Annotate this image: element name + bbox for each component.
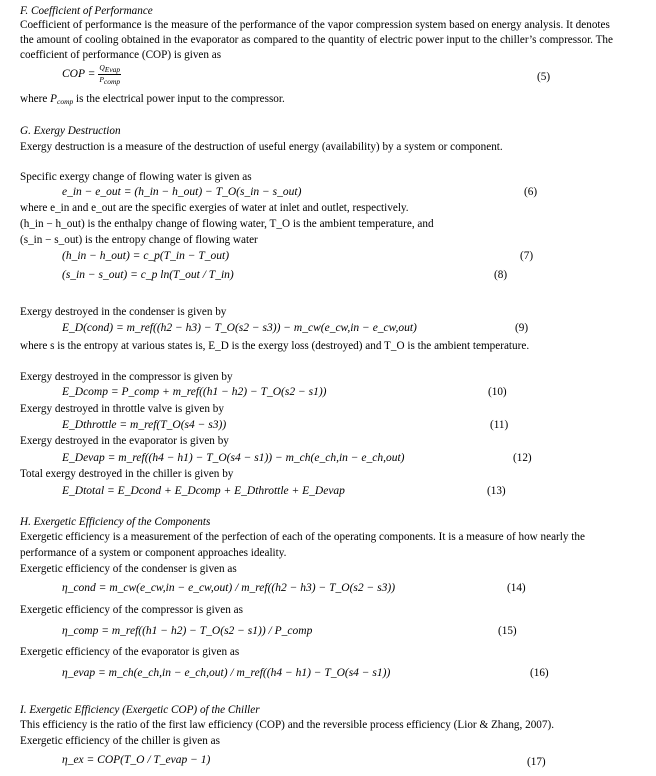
equation-10: E_Dcomp = P_comp + m_ref((h1 − h2) − T_O(s2 − s1))	[62, 386, 327, 398]
equation-15: η_comp = m_ref((h1 − h2) − T_O(s2 − s1)) / P_comp	[62, 625, 313, 637]
equation-number-6: (6)	[524, 186, 538, 198]
paragraph-line: Exergy destruction is a measure of the destruction of useful energy (availability) by a system or component.	[20, 141, 503, 153]
eq5-fraction	[98, 63, 121, 86]
paragraph-line: where s is the entropy at various states is, E_D is the exergy loss (destroyed) and T_O is the ambient temperature.	[20, 340, 530, 352]
equation-number-11: (11)	[490, 419, 509, 431]
paragraph-line: Exergy destroyed in the condenser is given by	[20, 306, 227, 318]
eq5-lhs: COP =	[62, 68, 96, 81]
equation-number-7: (7)	[520, 250, 534, 262]
equation-number-15: (15)	[498, 625, 517, 637]
equation-11: E_Dthrottle = m_ref(T_O(s4 − s3))	[62, 419, 227, 431]
eq5-numerator: Q	[99, 63, 105, 72]
equation-number-13: (13)	[487, 485, 506, 497]
paragraph-line: where e_in and e_out are the specific exergies of water at inlet and outlet, respectively.	[20, 202, 409, 214]
paragraph-line: Exergetic efficiency of the chiller is given as	[20, 735, 220, 747]
paragraph-line: This efficiency is the ratio of the first law efficiency (COP) and the reversible process efficiency (Lior & Zhang, 2007).	[20, 719, 555, 731]
section-heading-f: F. Coefficient of Performance	[20, 5, 153, 17]
paragraph-line: Exergy destroyed in throttle valve is given by	[20, 403, 224, 415]
equation-14: η_cond = m_cw(e_cw,in − e_cw,out) / m_ref((h2 − h3) − T_O(s2 − s3))	[62, 582, 396, 594]
paragraph-line: the amount of cooling obtained in the evaporator as compared to the quantity of electric power input to the chiller’s compressor. The	[20, 34, 613, 46]
equation-6: e_in − e_out = (h_in − h_out) − T_O(s_in − s_out)	[62, 186, 302, 198]
equation-number-16: (16)	[530, 667, 549, 679]
section-heading-h: H. Exergetic Efficiency of the Components	[20, 516, 211, 528]
paragraph-line: Coefficient of performance is the measure of the performance of the vapor compression system based on energy analysis. It denotes	[20, 19, 610, 31]
equation-8: (s_in − s_out) = c_p ln(T_out / T_in)	[62, 269, 234, 281]
eq5-denominator: P	[99, 75, 104, 84]
section-heading-i: I. Exergetic Efficiency (Exergetic COP) of the Chiller	[20, 704, 260, 716]
paragraph-line: Exergy destroyed in the compressor is given by	[20, 371, 233, 383]
section-heading-g: G. Exergy Destruction	[20, 125, 121, 137]
where-text: where	[20, 93, 51, 105]
paragraph-line: (s_in − s_out) is the entropy change of flowing water	[20, 234, 258, 246]
equation-12: E_Devap = m_ref((h4 − h1) − T_O(s4 − s1)) − m_ch(e_ch,in − e_ch,out)	[62, 452, 405, 464]
paragraph-line: Specific exergy change of flowing water is given as	[20, 171, 252, 183]
eq5-numerator-sub: Evap	[104, 65, 121, 74]
where-text: is the electrical power input to the compressor.	[73, 93, 285, 105]
equation-17: η_ex = COP(T_O / T_evap − 1)	[62, 754, 211, 766]
eq5-denominator-sub: comp	[103, 77, 121, 86]
paragraph-line: (h_in − h_out) is the enthalpy change of flowing water, T_O is the ambient temperature, and	[20, 218, 434, 230]
equation-number-8: (8)	[494, 269, 508, 281]
paragraph-line: coefficient of performance (COP) is given as	[20, 49, 222, 61]
equation-number-14: (14)	[507, 582, 526, 594]
paragraph-line: Exergetic efficiency of the condenser is given as	[20, 563, 237, 575]
equation-number-5: (5)	[537, 71, 551, 83]
paragraph-line: Exergetic efficiency is a measurement of the perfection of each of the operating components. It is a measure of how nearly the	[20, 531, 585, 543]
paragraph-line: performance of a system or component approaches ideality.	[20, 547, 287, 559]
where-clause	[20, 92, 285, 109]
paragraph-line: Exergy destroyed in the evaporator is given by	[20, 435, 229, 447]
equation-16: η_evap = m_ch(e_ch,in − e_ch,out) / m_ref((h4 − h1) − T_O(s4 − s1))	[62, 667, 391, 679]
equation-9: E_D(cond) = m_ref((h2 − h3) − T_O(s2 − s3)) − m_cw(e_cw,in − e_cw,out)	[62, 322, 417, 334]
paragraph-line: Exergetic efficiency of the evaporator is given as	[20, 646, 240, 658]
where-symbol: P	[50, 93, 57, 105]
equation-7: (h_in − h_out) = c_p(T_in − T_out)	[62, 250, 230, 262]
where-symbol-sub: comp	[56, 97, 74, 106]
equation-5	[62, 63, 121, 86]
equation-number-9: (9)	[515, 322, 529, 334]
equation-number-17: (17)	[527, 756, 546, 768]
paragraph-line: Total exergy destroyed in the chiller is given by	[20, 468, 234, 480]
equation-number-10: (10)	[488, 386, 507, 398]
equation-number-12: (12)	[513, 452, 532, 464]
paragraph-line: Exergetic efficiency of the compressor is given as	[20, 604, 243, 616]
equation-13: E_Dtotal = E_Dcond + E_Dcomp + E_Dthrottle + E_Devap	[62, 485, 345, 497]
